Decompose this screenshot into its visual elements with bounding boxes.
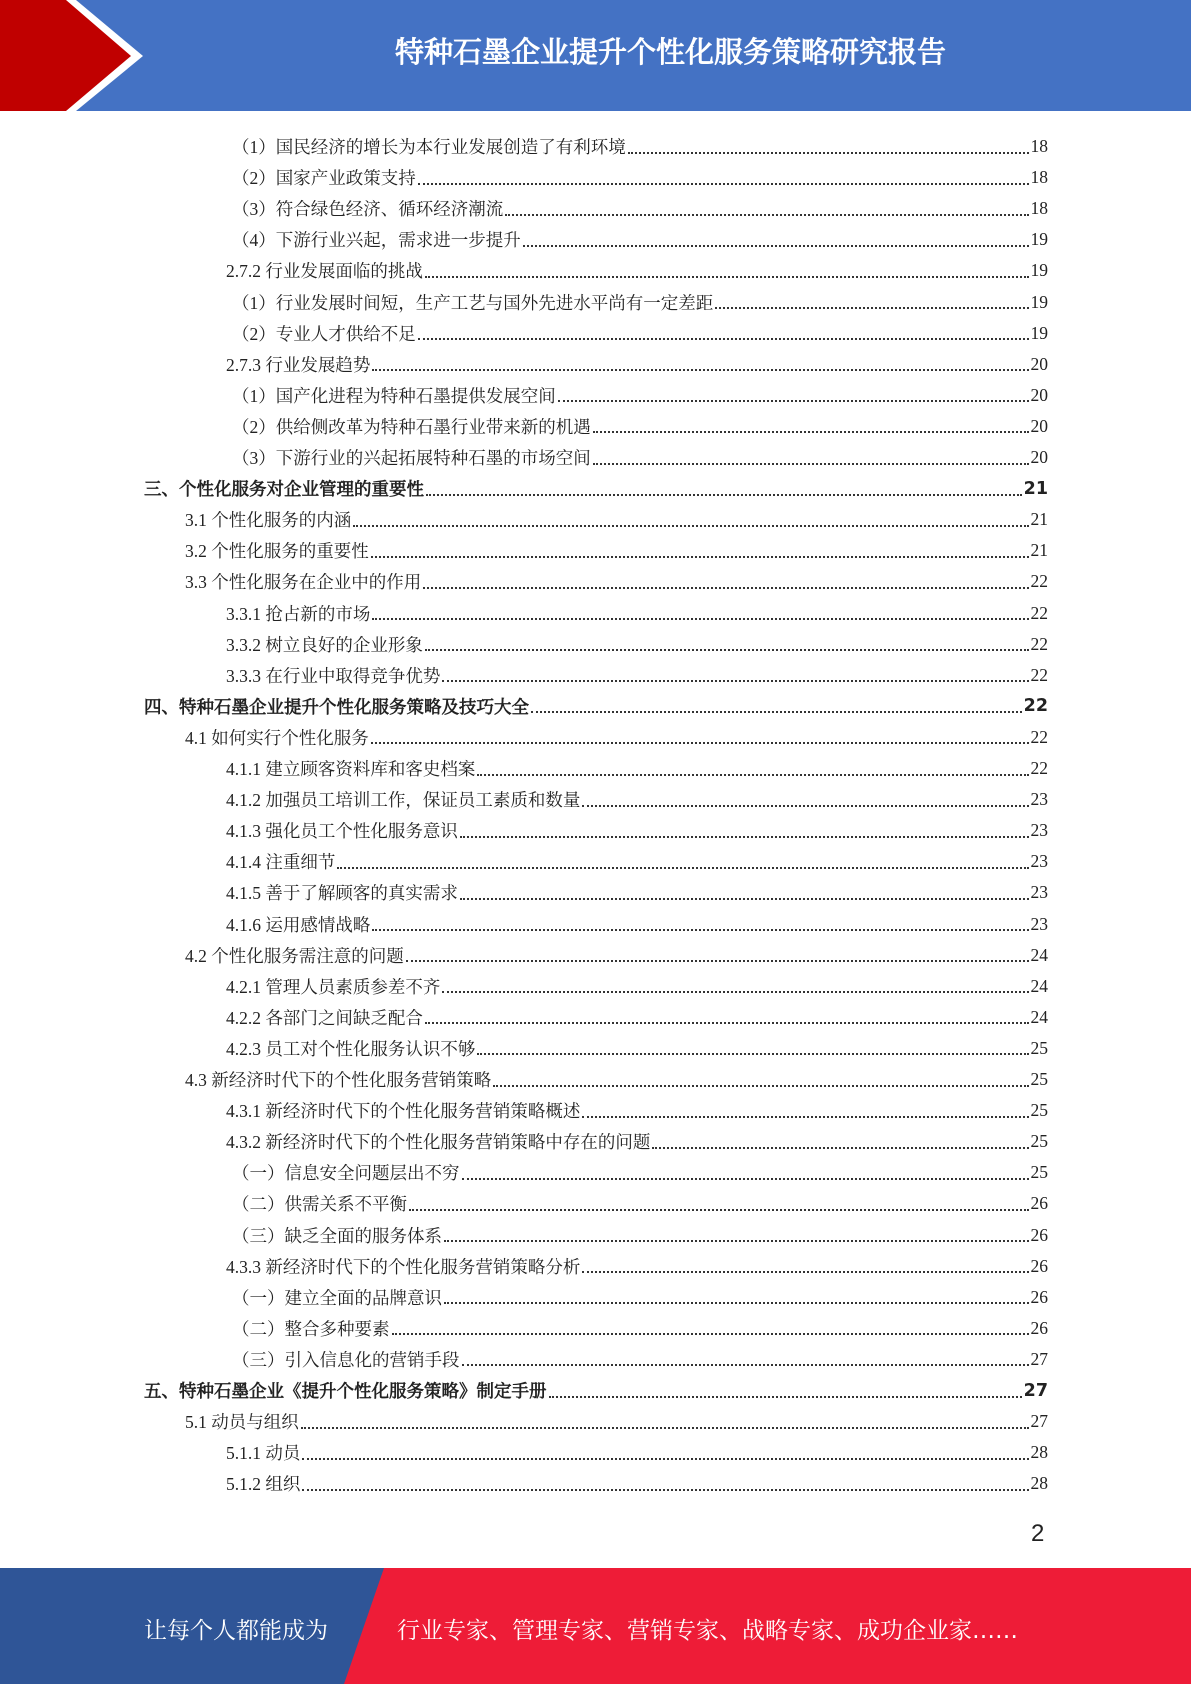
toc-entry-page: 19 <box>1030 291 1048 312</box>
toc-entry[interactable] <box>226 1095 1048 1126</box>
toc-entry[interactable] <box>232 1282 1048 1313</box>
dot-leader <box>505 214 1028 216</box>
dot-leader <box>302 1458 1028 1460</box>
toc-entry-label: 五、特种石墨企业《提升个性化服务策略》制定手册 <box>144 1382 547 1402</box>
toc-entry-page: 23 <box>1030 820 1048 841</box>
toc-entry-page: 27 <box>1030 1348 1048 1369</box>
toc-entry-page: 23 <box>1030 851 1048 872</box>
toc-entry[interactable] <box>226 660 1048 691</box>
toc-entry-page: 23 <box>1030 882 1048 903</box>
dot-leader <box>715 307 1028 309</box>
dot-leader <box>425 649 1029 651</box>
dot-leader <box>593 431 1029 433</box>
toc-entry[interactable] <box>226 815 1048 846</box>
toc-entry[interactable] <box>226 1126 1048 1157</box>
toc-entry[interactable] <box>226 753 1048 784</box>
toc-entry[interactable] <box>226 349 1048 380</box>
toc-entry-page: 22 <box>1030 633 1048 654</box>
dot-leader <box>425 276 1029 278</box>
toc-entry-page: 28 <box>1030 1442 1048 1463</box>
footer-slogan-left: 让每个人都能成为 <box>144 1618 328 1644</box>
toc-entry-page: 19 <box>1030 322 1048 343</box>
toc-entry-label: （3）下游行业的兴起拓展特种石墨的市场空间 <box>232 448 591 468</box>
toc-entry[interactable] <box>232 193 1048 224</box>
toc-entry-label: 4.1.5 善于了解顾客的真实需求 <box>226 883 458 904</box>
dot-leader <box>582 805 1028 807</box>
dot-leader <box>652 1147 1028 1149</box>
dot-leader <box>372 369 1028 371</box>
dot-leader <box>531 711 1022 713</box>
toc-entry-page: 26 <box>1030 1193 1048 1214</box>
dot-leader <box>444 1240 1029 1242</box>
toc-entry-page: 22 <box>1030 571 1048 592</box>
toc-entry-label: （二）整合多种要素 <box>232 1318 390 1339</box>
dot-leader <box>409 1209 1029 1211</box>
toc-entry-label: 4.3.2 新经济时代下的个性化服务营销策略中存在的问题 <box>226 1132 651 1153</box>
dot-leader <box>444 1302 1029 1304</box>
toc-entry-page: 18 <box>1030 198 1048 219</box>
toc-entry-label: 3.3.3 在行业中取得竞争优势 <box>226 665 441 686</box>
toc-entry-label: （1）国产化进程为特种石墨提供发展空间 <box>232 385 556 406</box>
toc-entry-page: 21 <box>1030 540 1048 561</box>
toc-entry[interactable] <box>226 784 1048 815</box>
dot-leader <box>477 774 1028 776</box>
toc-entry-label: 4.2.1 管理人员素质参差不齐 <box>226 976 441 997</box>
toc-entry-page: 25 <box>1030 1037 1048 1058</box>
toc-entry-label: 3.1 个性化服务的内涵 <box>185 510 352 531</box>
toc-entry[interactable] <box>226 1251 1048 1282</box>
dot-leader <box>462 1178 1029 1180</box>
toc-entry-page: 25 <box>1030 1131 1048 1152</box>
dot-leader <box>582 1116 1028 1118</box>
toc-entry-label: 5.1.1 动员 <box>226 1443 301 1464</box>
toc-entry-label: 3.3.1 抢占新的市场 <box>226 603 371 624</box>
toc-entry[interactable] <box>232 1344 1048 1375</box>
toc-entry-page: 24 <box>1030 944 1048 965</box>
footer-slogan-right: 行业专家、管理专家、营销专家、战略专家、成功企业家…… <box>397 1618 1018 1644</box>
toc-entry[interactable] <box>232 442 1048 473</box>
toc-entry-label: 2.7.3 行业发展趋势 <box>226 354 371 375</box>
dot-leader <box>302 1489 1028 1491</box>
dot-leader <box>371 556 1029 558</box>
dot-leader <box>442 991 1028 993</box>
toc-entry[interactable] <box>185 566 1048 597</box>
toc-entry-page: 23 <box>1030 789 1048 810</box>
dot-leader <box>425 1022 1029 1024</box>
dot-leader <box>301 1427 1029 1429</box>
toc-entry-page: 21 <box>1030 509 1048 530</box>
toc-entry-page: 27 <box>1030 1411 1048 1432</box>
dot-leader <box>392 1333 1029 1335</box>
toc-entry-label: 4.3 新经济时代下的个性化服务营销策略 <box>185 1070 492 1090</box>
toc-entry[interactable] <box>185 1064 1048 1095</box>
dot-leader <box>442 680 1028 682</box>
toc-entry-label: 4.3.3 新经济时代下的个性化服务营销策略分析 <box>226 1256 581 1277</box>
toc-entry-label: 4.1.2 加强员工培训工作，保证员工素质和数量 <box>226 790 581 811</box>
toc-entry-page: 24 <box>1030 1006 1048 1027</box>
toc-entry[interactable] <box>232 1188 1048 1219</box>
toc-entry-page: 18 <box>1030 167 1048 188</box>
dot-leader <box>582 1271 1028 1273</box>
toc-entry-label: 3.2 个性化服务的重要性 <box>185 541 369 562</box>
toc-entry-label: （1）国民经济的增长为本行业发展创造了有利环境 <box>232 137 626 157</box>
dot-leader <box>371 742 1029 744</box>
toc-entry[interactable] <box>226 909 1048 940</box>
toc-entry-label: （3）符合绿色经济、循环经济潮流 <box>232 199 504 220</box>
toc-entry[interactable] <box>226 1002 1048 1033</box>
toc-entry-page: 26 <box>1030 1317 1048 1338</box>
toc-entry-page: 19 <box>1030 229 1048 250</box>
toc-entry-label: （4）下游行业兴起，需求进一步提升 <box>232 230 521 251</box>
toc-entry-page: 24 <box>1030 975 1048 996</box>
toc-entry-label: （二）供需关系不平衡 <box>232 1194 407 1215</box>
toc-entry-page: 27 <box>1023 1380 1048 1401</box>
toc-entry[interactable] <box>226 1468 1048 1499</box>
toc-entry-label: 4.1.4 注重细节 <box>226 852 336 873</box>
dot-leader <box>462 1364 1029 1366</box>
toc-entry[interactable] <box>226 971 1048 1002</box>
toc-entry-label: 4.2.3 员工对个性化服务认识不够 <box>226 1038 476 1059</box>
dot-leader <box>337 867 1028 869</box>
toc-entry-page: 18 <box>1030 136 1048 156</box>
toc-entry[interactable] <box>232 380 1048 411</box>
toc-entry-page: 20 <box>1030 353 1048 374</box>
toc-entry-page: 21 <box>1023 478 1048 499</box>
toc-entry[interactable] <box>226 877 1048 908</box>
toc-entry-label: 3.3.2 树立良好的企业形象 <box>226 634 423 655</box>
toc-entry[interactable] <box>232 1157 1048 1188</box>
toc-entry[interactable] <box>185 940 1048 971</box>
dot-leader <box>523 245 1029 247</box>
toc-entry-page: 28 <box>1030 1473 1048 1494</box>
toc-entry-page: 20 <box>1030 384 1048 405</box>
dot-leader <box>418 338 1029 340</box>
toc-entry[interactable] <box>226 846 1048 877</box>
page-number: 2 <box>1031 1520 1045 1547</box>
toc-entry-label: （三）引入信息化的营销手段 <box>232 1349 460 1370</box>
toc-entry[interactable] <box>232 287 1048 318</box>
toc-entry-page: 22 <box>1030 726 1048 747</box>
dot-leader <box>426 494 1022 496</box>
toc-entry-label: 4.1 如何实行个性化服务 <box>185 727 369 748</box>
toc-entry-page: 26 <box>1030 1286 1048 1307</box>
toc-entry-label: 4.1.1 建立顾客资料库和客史档案 <box>226 759 476 779</box>
toc-entry-label: （2）供给侧改革为特种石墨行业带来新的机遇 <box>232 416 591 437</box>
toc-entry-page: 20 <box>1030 415 1048 436</box>
toc-entry-label: （一）建立全面的品牌意识 <box>232 1287 442 1308</box>
toc-entry-page: 26 <box>1030 1224 1048 1245</box>
dot-leader <box>558 400 1029 402</box>
toc-entry-label: （三）缺乏全面的服务体系 <box>232 1225 442 1246</box>
toc-entry[interactable] <box>232 162 1048 193</box>
dot-leader <box>372 929 1028 931</box>
toc-entry-label: 3.3 个性化服务在企业中的作用 <box>185 572 422 593</box>
toc-entry-label: 4.2.2 各部门之间缺乏配合 <box>226 1007 423 1028</box>
toc-entry-label: （2）国家产业政策支持 <box>232 168 416 189</box>
toc-entry-label: （一）信息安全问题层出不穷 <box>232 1163 460 1184</box>
toc-entry-page: 19 <box>1030 260 1048 281</box>
toc-entry[interactable] <box>226 1033 1048 1064</box>
dot-leader <box>460 898 1029 900</box>
dot-leader <box>477 1053 1028 1055</box>
dot-leader <box>460 836 1029 838</box>
dot-leader <box>406 960 1029 962</box>
dot-leader <box>418 183 1029 185</box>
toc-entry-page: 25 <box>1030 1162 1048 1183</box>
toc-entry-label: 5.1.2 组织 <box>226 1474 301 1495</box>
toc-entry[interactable] <box>185 504 1048 535</box>
toc-entry-label: 4.2 个性化服务需注意的问题 <box>185 945 404 966</box>
dot-leader <box>549 1396 1022 1398</box>
toc-entry[interactable] <box>232 1220 1048 1251</box>
toc-entry[interactable] <box>232 411 1048 442</box>
toc-entry-label: 4.1.3 强化员工个性化服务意识 <box>226 821 458 842</box>
toc-entry-page: 23 <box>1030 913 1048 934</box>
dot-leader <box>493 1085 1028 1087</box>
toc-entry-label: 4.3.1 新经济时代下的个性化服务营销策略概述 <box>226 1101 581 1122</box>
report-title: 特种石墨企业提升个性化服务策略研究报告 <box>394 35 946 69</box>
toc-entry[interactable] <box>232 131 1048 162</box>
toc-entry-page: 22 <box>1030 664 1048 685</box>
toc-entry[interactable] <box>185 1406 1048 1437</box>
toc-entry[interactable] <box>226 255 1048 286</box>
page-header <box>0 0 1191 111</box>
toc-entry[interactable] <box>232 224 1048 255</box>
toc-entry-label: （1）行业发展时间短，生产工艺与国外先进水平尚有一定差距 <box>232 292 714 313</box>
toc-entry[interactable] <box>144 691 1048 722</box>
dot-leader <box>628 152 1029 154</box>
toc-entry[interactable] <box>226 629 1048 660</box>
dot-leader <box>353 525 1028 527</box>
toc-entry-label: 4.1.6 运用感情战略 <box>226 914 371 935</box>
toc-entry-label: 四、特种石墨企业提升个性化服务策略及技巧大全 <box>144 697 529 718</box>
toc-entry[interactable] <box>226 1437 1048 1468</box>
toc-entry[interactable] <box>232 318 1048 349</box>
toc-entry[interactable] <box>144 1375 1048 1406</box>
toc-entry-label: 三、个性化服务对企业管理的重要性 <box>144 480 424 501</box>
toc-entry-label: 2.7.2 行业发展面临的挑战 <box>226 261 423 282</box>
toc-entry-page: 22 <box>1030 758 1048 778</box>
toc-entry-label: （2）专业人才供给不足 <box>232 323 416 344</box>
toc-entry-page: 20 <box>1030 447 1048 467</box>
toc-entry-page: 26 <box>1030 1255 1048 1276</box>
toc-entry[interactable] <box>185 535 1048 566</box>
toc-entry[interactable] <box>144 473 1048 504</box>
toc-entry-page: 25 <box>1030 1100 1048 1121</box>
toc-entry-page: 22 <box>1023 696 1048 717</box>
toc-entry[interactable] <box>226 598 1048 629</box>
toc-entry-page: 22 <box>1030 602 1048 623</box>
toc-entry-label: 5.1 动员与组织 <box>185 1412 299 1433</box>
dot-leader <box>423 587 1028 589</box>
dot-leader <box>372 618 1028 620</box>
dot-leader <box>593 463 1029 465</box>
toc-entry-page: 25 <box>1030 1069 1048 1089</box>
toc-entry[interactable] <box>232 1313 1048 1344</box>
toc-entry[interactable] <box>185 722 1048 753</box>
